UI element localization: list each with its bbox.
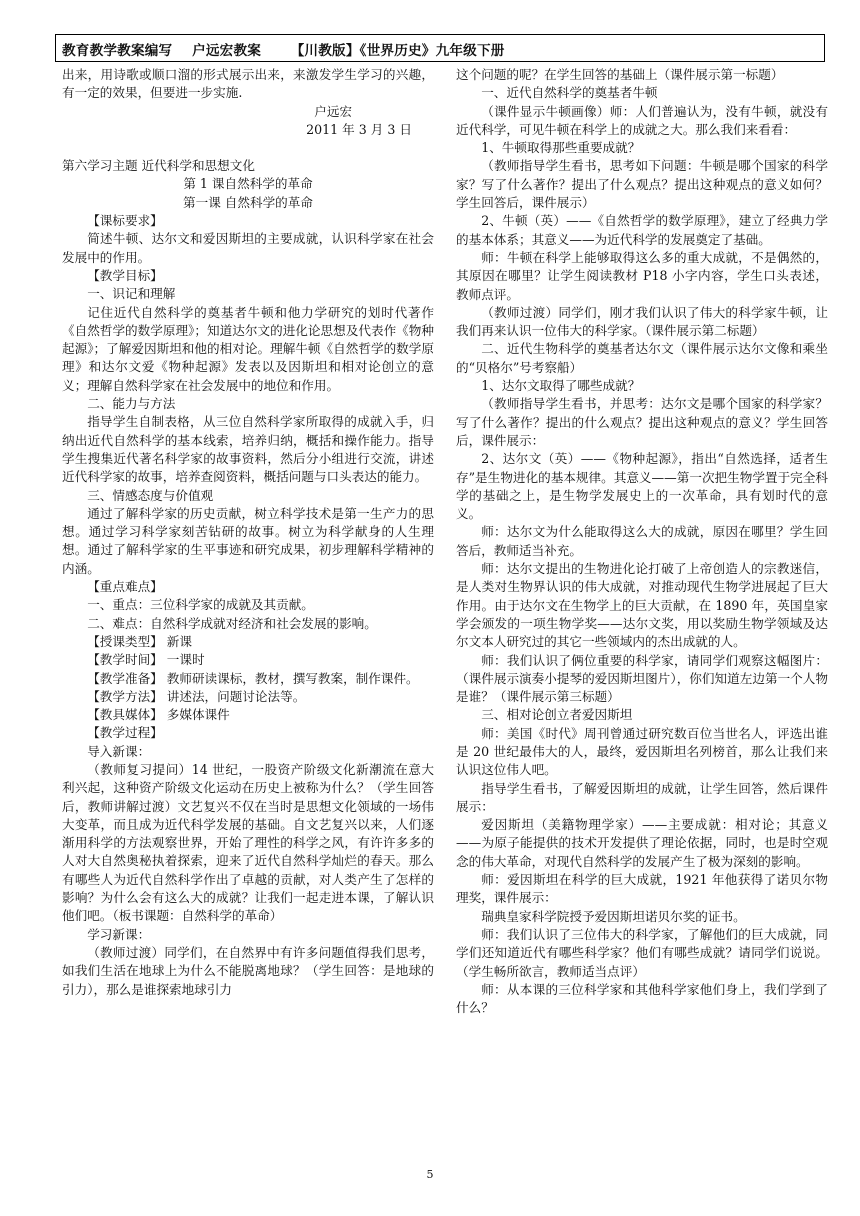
author-signature: 户远宏 <box>314 103 352 119</box>
paragraph: 师：牛顿在科学上能够取得这么多的重大成就，不是偶然的，其原因在哪里？让学生阅读教材 P18 小字内容，学生口头表述，教师点评。 <box>456 249 828 302</box>
header-title: 教育教学教案编写 户远宏教案 【川教版】《世界历史》九年级下册 <box>62 43 505 59</box>
paragraph: 简述牛顿、达尔文和爱因斯坦的主要成就，认识科学家在社会发展中的作用。 <box>62 231 434 265</box>
date: 2011 年 3 月 3 日 <box>306 121 412 137</box>
paragraph: （教师过渡）同学们，在自然界中有许多问题值得我们思考，如我们生活在地球上为什么不能脱离地球？（学生回答：是地球的引力），那么是谁探索地球引力 <box>62 944 434 997</box>
subheading: 一、识记和理解 <box>87 286 176 302</box>
paragraph: 一、重点：三位科学家的成就及其贡献。 <box>87 597 314 613</box>
subheading: 三、情感态度与价值观 <box>87 487 214 503</box>
paragraph: （教师过渡）同学们，刚才我们认识了伟大的科学家牛顿，让我们再来认识一位伟大的科学家。（课件展示第二标题） <box>456 304 828 339</box>
subheading: 1、达尔文取得了哪些成就？ <box>481 378 641 394</box>
paragraph: （教师指导学生看书，思考如下问题：牛顿是哪个国家的科学家？写了什么著作？提出了什么观点？提出这种观点的意义如何？学生回答后，课件展示） <box>456 158 828 211</box>
section-heading: 【重点难点】 <box>87 579 163 595</box>
left-column <box>62 66 434 999</box>
paragraph: 2、牛顿（英）——《自然哲学的数学原理》，建立了经典力学的基本体系；其意义——为近代科学的发展奠定了基础。 <box>456 213 828 247</box>
subheading: 1、牛顿取得那些重要成就？ <box>481 140 641 156</box>
paragraph: （课件显示牛顿画像）师：人们普遍认为，没有牛顿，就没有近代科学，可见牛顿在科学上的成就之大。那么我们来看看： <box>456 103 828 137</box>
paragraph: 【授课类型】 新课 <box>87 633 192 649</box>
paragraph: （教师复习提问）14 世纪，一股资产阶级文化新潮流在意大利兴起，这种资产阶级文化运动在历史上被称为什么？（学生回答后，教师讲解过渡）文艺复兴不仅在当时是思想文化领域的一场伟大变革，而且成为近代科学发展的基础。自文艺复兴以来，人们逐渐用科学的方法观察世界，开始了理性的科学之风，有许许多多的人对大自然奥秘执着探索，迎来了近代自然科学灿烂的春天。那么有哪些人为近代自然科学作出了卓越的贡献，对人类产生了怎样的影响？为什么会有这么大的成就？让我们一起走进本课，了解认识他们吧。（板书课题：自然科学的革命） <box>62 761 434 924</box>
paragraph: 【教学时间】 一课时 <box>87 652 205 668</box>
section-heading: 【课标要求】 <box>87 213 163 229</box>
paragraph: 记住近代自然科学的奠基者牛顿和他力学研究的划时代著作《自然哲学的数学原理》；知道达尔文的进化论思想及代表作《物种起源》；了解爱因斯坦和他的相对论。理解牛顿《自然哲学的数学原理》和达尔文爱《物种起源》发表以及因斯坦和相对论创立的意义；理解自然科学家在社会发展中的地位和作用。 <box>62 304 434 393</box>
lesson-subtitle: 第一课 自然科学的革命 <box>183 194 313 210</box>
section-heading: 【教学目标】 <box>87 267 163 283</box>
paragraph: 指导学生自制表格，从三位自然科学家所取得的成就入手，归纳出近代自然科学的基本线索，培养归纳，概括和操作能力。指导学生搜集近代著名科学家的故事资料，然后分小组进行交流，讲述近代科学家的故事，培养查阅资料，概括问题与口头表达的能力。 <box>62 414 434 485</box>
right-column <box>456 66 828 1017</box>
subheading: 二、近代生物科学的奠基者达尔文（课件展示达尔文像和乘坐的“贝格尔”号考察船） <box>456 341 828 375</box>
section-heading: 【教学过程】 <box>87 725 163 741</box>
unit-title: 第六学习主题 近代科学和思想文化 <box>62 158 255 174</box>
paragraph: 师：达尔文为什么能取得这么大的成就，原因在哪里？学生回答后，教师适当补充。 <box>456 524 828 558</box>
paragraph: 出来，用诗歌或顺口溜的形式展示出来，来激发学生学习的兴趣，有一定的效果，但要进一步实施. <box>62 67 434 101</box>
subheading: 一、近代自然科学的奠基者牛顿 <box>481 85 658 101</box>
paragraph: 这个问题的呢？在学生回答的基础上（课件展示第一标题） <box>456 67 784 82</box>
paragraph: （教师指导学生看书，并思考：达尔文是哪个国家的科学家？写了什么著作？提出的什么观点？提出这种观点的意义？学生回答后，课件展示： <box>456 396 828 448</box>
page-number: 5 <box>426 1168 434 1181</box>
paragraph: 师：我们认识了俩位重要的科学家，请同学们观察这幅图片：（课件展示演奏小提琴的爱因斯坦图片），你们知道左边第一个人物是谁？（课件展示第三标题） <box>456 652 828 705</box>
paragraph: 【教学准备】 教师研读课标，教材，撰写教案，制作课件。 <box>87 670 419 686</box>
subheading: 学习新课： <box>87 926 151 942</box>
paragraph: 2、达尔文（英）——《物种起源》，指出“自然选择，适者生存”是生物进化的基本规律。其意义——第一次把生物学置于完全科学的基础之上，是生物学发展史上的一次革命，具有划时代的意义。 <box>456 451 828 522</box>
paragraph: 【教学方法】 讲述法，问题讨论法等。 <box>87 688 306 704</box>
paragraph: 指导学生看书，了解爱因斯坦的成就，让学生回答，然后课件展示： <box>456 780 828 814</box>
paragraph: 师：达尔文提出的生物进化论打破了上帝创造人的宗教迷信，是人类对生物界认识的伟大成就，对推动现代生物学进展起了巨大作用。由于达尔文在生物学上的巨大贡献，在 1890 年，英国皇家学会颁发的一项生物学奖——达尔文奖，用以奖励生物学领域及达尔文本人研究过的其它一些领域内的杰出成就的人。 <box>456 561 828 650</box>
paragraph: 通过了解科学家的历史贡献，树立科学技术是第一生产力的思想。通过学习科学家刻苦钻研的故事。树立为科学献身的人生理想。通过了解科学家的生平事迹和研究成果，初步理解科学精神的内涵。 <box>62 505 434 576</box>
paragraph: 师：爱因斯坦在科学的巨大成就，1921 年他获得了诺贝尔物理奖，课件展示： <box>456 872 828 906</box>
paragraph: 师：从本课的三位科学家和其他科学家他们身上，我们学到了什么？ <box>456 981 828 1016</box>
subheading: 三、相对论创立者爱因斯坦 <box>481 707 633 723</box>
paragraph: 爱因斯坦（美籍物理学家）——主要成就：相对论；其意义——为原子能提供的技术开发提供了理论依据，同时，也是时空观念的伟大革命，对现代自然科学的发展产生了极为深刻的影响。 <box>456 817 828 869</box>
paragraph: 【教具媒体】 多媒体课件 <box>87 707 230 723</box>
paragraph: 师：美国《时代》周刊曾通过研究数百位当世名人，评选出谁是 20 世纪最伟大的人，最终，爱因斯坦名列榜首，那么让我们来认识这位伟人吧。 <box>456 725 828 778</box>
subheading: 二、能力与方法 <box>87 396 176 412</box>
page-header <box>55 34 825 62</box>
paragraph: 师：我们认识了三位伟大的科学家，了解他们的巨大成就，同学们还知道近代有哪些科学家？他们有哪些成就？请同学们说说。（学生畅所欲言，教师适当点评） <box>456 926 828 979</box>
subheading: 导入新课： <box>87 743 151 759</box>
lesson-title: 第 1 课自然科学的革命 <box>183 176 313 192</box>
paragraph: 二、难点：自然科学成就对经济和社会发展的影响。 <box>87 615 377 631</box>
paragraph: 瑞典皇家科学院授予爱因斯坦诺贝尔奖的证书。 <box>481 908 746 924</box>
